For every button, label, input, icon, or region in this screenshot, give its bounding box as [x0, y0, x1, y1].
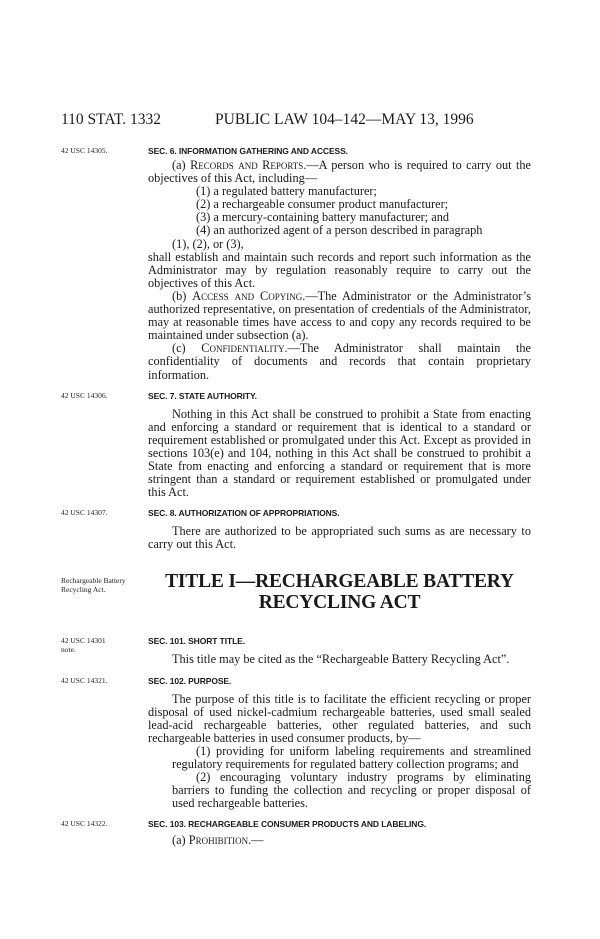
section-102 [61, 675, 531, 811]
section-heading: SEC. 102. PURPOSE. [148, 675, 232, 686]
document-body [61, 145, 531, 847]
section-6 [61, 145, 531, 382]
section-103 [61, 818, 531, 847]
title-heading-line-1: TITLE I—RECHARGEABLE BATTERY [165, 571, 514, 593]
subsection-a: (a) Prohibition.— [172, 833, 264, 848]
paragraph: shall establish and maintain such records and report such information as the Administrator may by regulation reasonably require to carry out the objectives of this Act. [148, 249, 531, 290]
paragraph: This title may be cited as the “Rechargeable Battery Recycling Act”. [172, 652, 510, 667]
list-item: (3) a mercury-containing battery manufacturer; and [196, 210, 449, 225]
statute-page-number: 110 STAT. 1332 [61, 111, 161, 128]
section-heading: SEC. 101. SHORT TITLE. [148, 636, 245, 647]
paragraph: Nothing in this Act shall be construed to prohibit a State from enacting and enforcing a standard or requirement that is identical to a standard or requirement established or promulgated under this Act. Except as provided in sections 103(e) and 104, nothing in this Act shall be construed to prohibit a State from enacting and enforcing a standard or requirement that is more stringent than a standard or requirement established or promulgated under this Act. [148, 406, 531, 500]
usc-sidenote: 42 USC 14307. [61, 508, 108, 518]
section-heading: SEC. 8. AUTHORIZATION OF APPROPRIATIONS. [148, 508, 340, 519]
paragraph: The purpose of this title is to facilitate the efficient recycling or proper disposal of used nickel-cadmium rechargeable batteries, used small sealed lead-acid rechargeable batteries, other regulated batteries, and such rechargeable batteries in used consumer products, by— [148, 691, 531, 745]
list-item: (2) encouraging voluntary industry programs by eliminating barriers to funding the collection and recycling or proper disposal of used rechargeable batteries. [172, 770, 531, 811]
short-title-sidenote: Rechargeable Battery Recycling Act. [61, 576, 126, 595]
usc-sidenote: 42 USC 14301 note. [61, 636, 106, 655]
usc-sidenote: 42 USC 14306. [61, 390, 108, 400]
section-7 [61, 390, 531, 500]
public-law-citation: PUBLIC LAW 104–142—MAY 13, 1996 [215, 111, 474, 128]
subsection-c: (c) Confidentiality.—The Administrator shall maintain the confidentiality of documents and records that contain proprietary information. [148, 341, 531, 382]
usc-sidenote: 42 USC 14322. [61, 819, 108, 829]
list-item: (4) an authorized agent of a person described in paragraph [196, 223, 483, 238]
usc-sidenote: 42 USC 14321. [61, 675, 108, 685]
subsection-b: (b) Access and Copying.—The Administrator or the Administrator’s authorized representative, on presentation of credentials of the Administrator, may at reasonable times have access to and copy any records required to be maintained under subsection (a). [148, 288, 532, 343]
section-heading: SEC. 6. INFORMATION GATHERING AND ACCESS. [148, 146, 348, 156]
title-i [61, 571, 531, 613]
list-item: (2) a rechargeable consumer product manufacturer; [196, 197, 449, 212]
subsection-a: (a) Records and Reports.—A person who is required to carry out the objectives of this Act, including— [148, 158, 531, 186]
section-heading: SEC. 103. RECHARGEABLE CONSUMER PRODUCTS AND LABELING. [148, 819, 427, 830]
list-item-continuation: (1), (2), or (3), [172, 236, 244, 251]
section-heading: SEC. 7. STATE AUTHORITY. [148, 390, 257, 401]
list-item: (1) providing for uniform labeling requirements and streamlined regulatory requirements for regulated battery collection programs; and [172, 743, 531, 771]
paragraph: There are authorized to be appropriated such sums as are necessary to carry out this Act. [148, 524, 531, 552]
list-item: (1) a regulated battery manufacturer; [196, 184, 377, 199]
usc-sidenote: 42 USC 14305. [61, 146, 108, 155]
title-heading-line-2: RECYCLING ACT [258, 592, 421, 614]
section-101 [61, 635, 531, 666]
section-8 [61, 507, 531, 551]
